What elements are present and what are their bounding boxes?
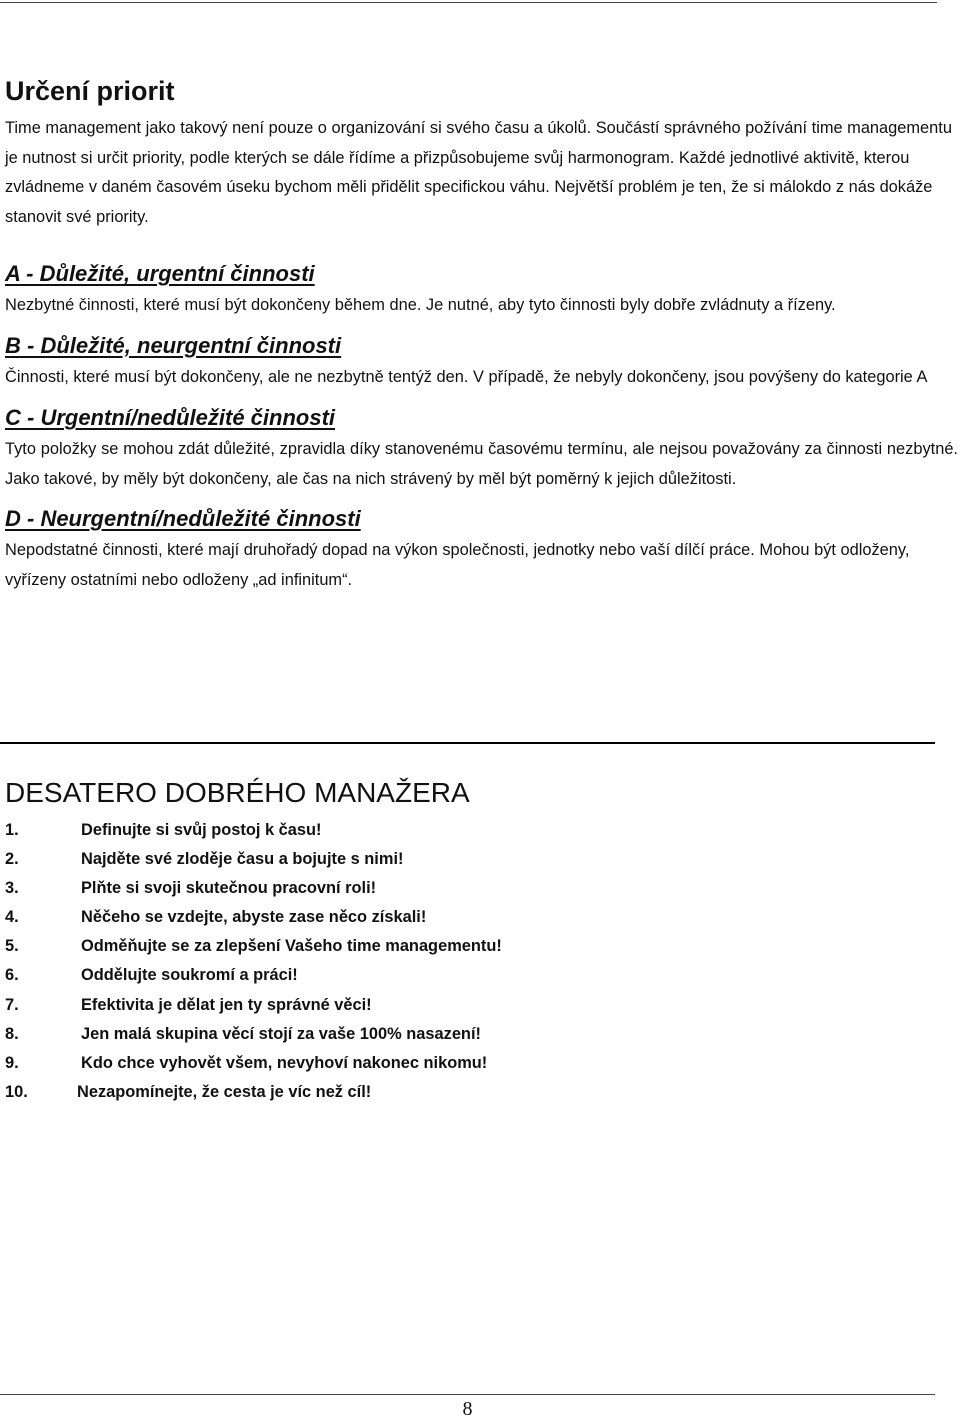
list-item-number: 9. [5, 1053, 19, 1072]
list-item-number: 5. [5, 937, 19, 956]
list-item-number: 10. [5, 1082, 28, 1101]
list-item-text: Odměňujte se za zlepšení Vašeho time managementu! [81, 937, 502, 956]
list-item [5, 874, 502, 903]
top-rule [0, 2, 937, 3]
list-item-text: Oddělujte soukromí a práci! [81, 966, 298, 985]
list-item [5, 1078, 502, 1107]
list-item [5, 991, 502, 1020]
priorities-section [5, 72, 958, 595]
list-item-text: Efektivita je dělat jen ty správné věci! [81, 995, 372, 1014]
section-divider [0, 742, 935, 744]
list-item-number: 8. [5, 1024, 19, 1043]
decalogue-title: DESATERO DOBRÉHO MANAŽERA [5, 777, 470, 808]
list-item [5, 1049, 502, 1078]
category-b-heading: B - Důležité, neurgentní činnosti [5, 332, 342, 358]
list-item [5, 903, 502, 932]
section-title: Určení priorit [5, 76, 175, 106]
list-item-number: 7. [5, 995, 19, 1014]
list-item-number: 2. [5, 850, 19, 869]
intro-paragraph: Time management jako takový není pouze o organizování si svého času a úkolů. Součástí správného požívání time managementu je nutnost si určit priority, podle kterých se dále řídíme a přizpůsobujeme svůj harmonogram. Každé jednotlivé aktivitě, kterou zvládneme v daném časovém úseku bychom měli přidělit specifickou váhu. Největší problém je ten, že si málokdo z nás dokáže stanovit své priority. [5, 119, 952, 226]
list-item [5, 1020, 502, 1049]
category-c-text: Tyto položky se mohou zdát důležité, zpravidla díky stanovenému časovému termínu, ale nejsou považovány za činnosti nezbytné. Jako takové, by měly být dokončeny, ale čas na nich strávený by měl být poměrný k jejich důležitosti. [5, 440, 958, 488]
page-number: 8 [462, 1398, 473, 1420]
list-item-number: 3. [5, 879, 19, 898]
list-item [5, 932, 502, 961]
footer-rule [0, 1394, 935, 1395]
list-item [5, 961, 502, 990]
list-item-text: Plňte si svoji skutečnou pracovní roli! [81, 879, 377, 898]
category-d-text: Nepodstatné činnosti, které mají druhořadý dopad na výkon společnosti, jednotky nebo vaší dílčí práce. Mohou být odloženy, vyřízeny ostatními nebo odloženy „ad infinitum“. [5, 541, 910, 589]
category-a-text: Nezbytné činnosti, které musí být dokončeny během dne. Je nutné, aby tyto činnosti byly dobře zvládnuty a řízeny. [5, 296, 836, 314]
decalogue-list [5, 816, 502, 1107]
list-item-text: Definujte si svůj postoj k času! [81, 821, 322, 839]
category-b-text: Činnosti, které musí být dokončeny, ale ne nezbytně tentýž den. V případě, že nebyly dokončeny, jsou povýšeny do kategorie A [5, 367, 928, 386]
category-d-heading: D - Neurgentní/nedůležité činnosti [5, 506, 361, 531]
list-item [5, 816, 502, 845]
list-item-number: 6. [5, 966, 19, 985]
list-item-text: Něčeho se vzdejte, abyste zase něco získali! [81, 908, 427, 927]
list-item-text: Najděte své zloděje času a bojujte s nimi! [81, 850, 404, 869]
category-a-heading: A - Důležité, urgentní činnosti [5, 261, 315, 286]
list-item-text: Kdo chce vyhovět všem, nevyhoví nakonec nikomu! [81, 1053, 488, 1072]
category-c-heading: C - Urgentní/nedůležité činnosti [5, 405, 336, 430]
list-item [5, 845, 502, 874]
list-item-number: 1. [5, 821, 19, 839]
list-item-text: Jen malá skupina věcí stojí za vaše 100% nasazení! [81, 1024, 481, 1043]
list-item-number: 4. [5, 908, 19, 927]
list-item-text: Nezapomínejte, že cesta je víc než cíl! [77, 1082, 372, 1101]
